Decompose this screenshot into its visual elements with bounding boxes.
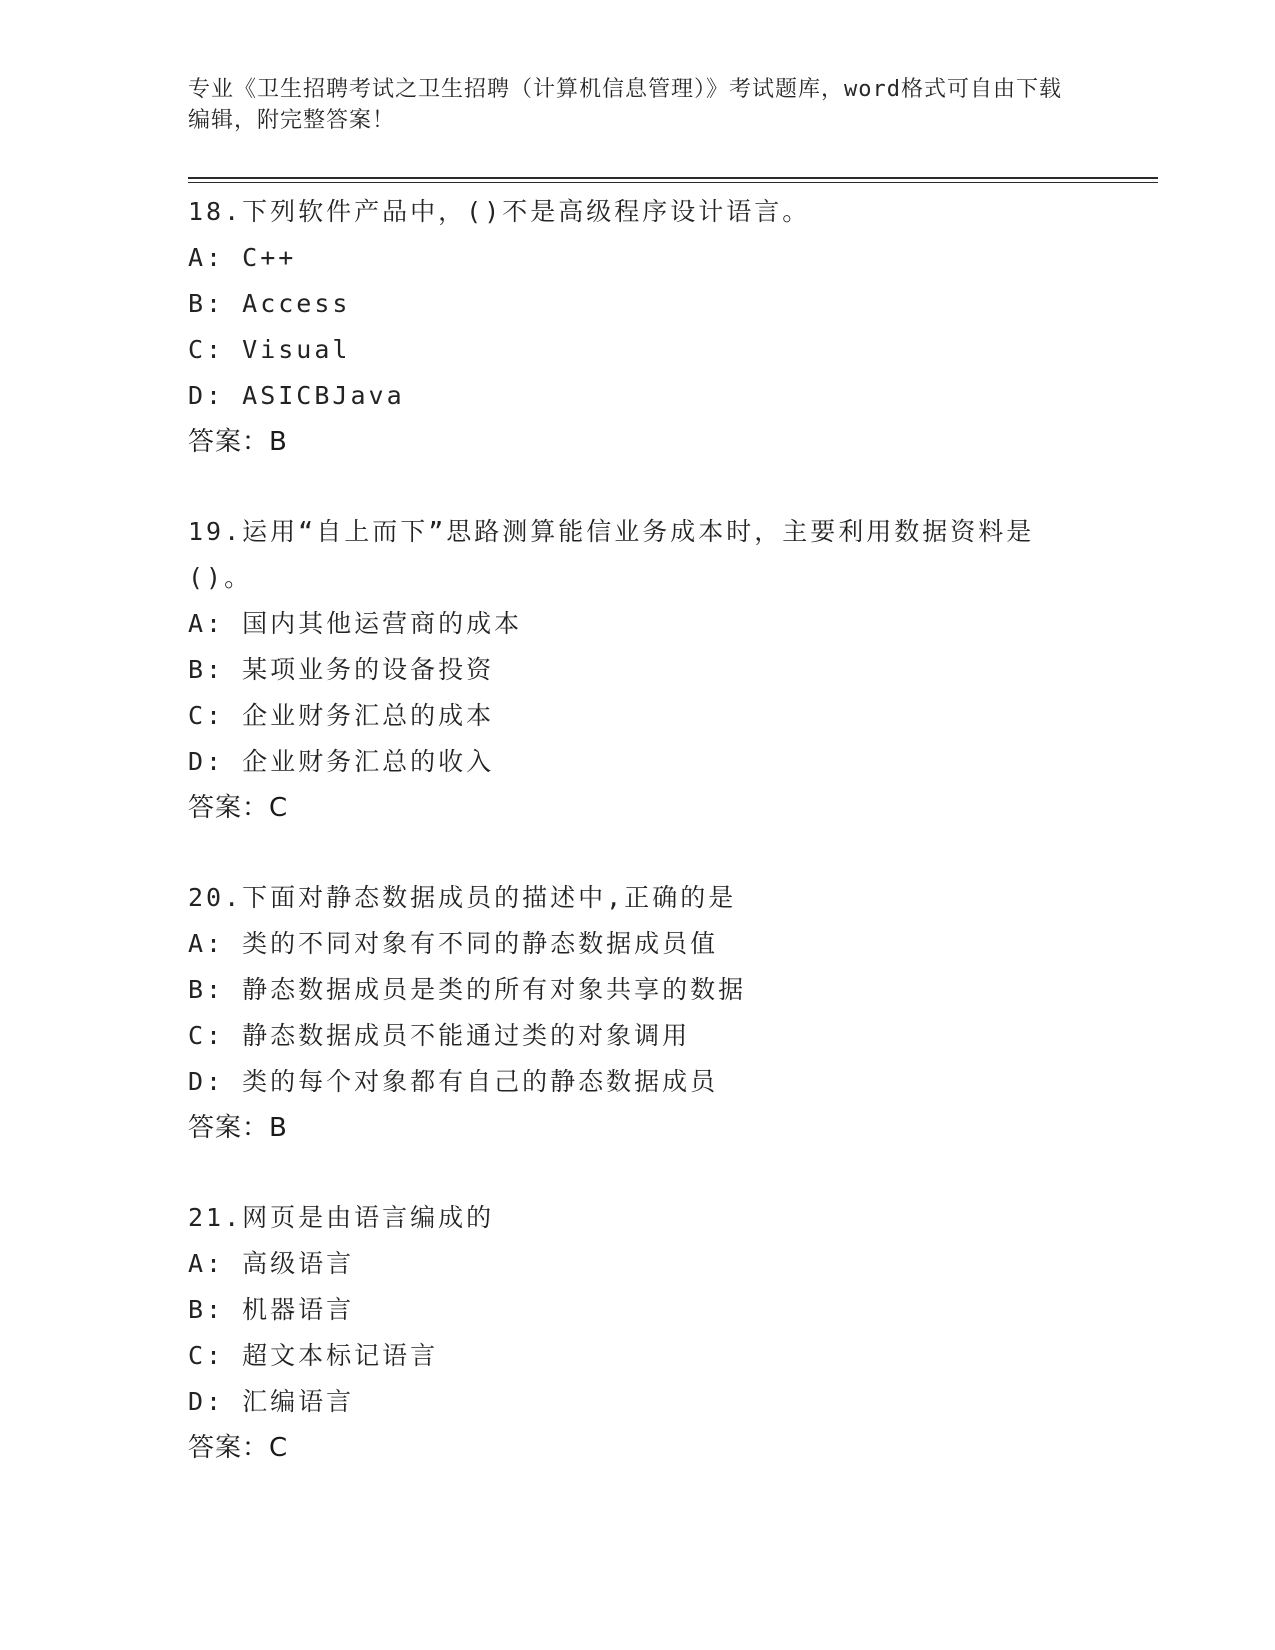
question-18 xyxy=(188,189,1088,465)
header-divider-thick xyxy=(188,177,1158,179)
option-d: D: 企业财务汇总的收入 xyxy=(188,747,495,776)
answer-line: 答案：C xyxy=(188,1433,289,1463)
option-d: D: 类的每个对象都有自己的静态数据成员 xyxy=(188,1067,719,1096)
answer-line: 答案：C xyxy=(188,793,289,823)
option-c: C: 企业财务汇总的成本 xyxy=(188,701,495,730)
option-b: B: 静态数据成员是类的所有对象共享的数据 xyxy=(188,975,747,1004)
option-b: B: 某项业务的设备投资 xyxy=(188,655,495,684)
question-stem: 18.下列软件产品中，()不是高级程序设计语言。 xyxy=(188,197,811,226)
option-c: C: 静态数据成员不能通过类的对象调用 xyxy=(188,1021,691,1050)
answer-line: 答案：B xyxy=(188,1113,288,1143)
option-d: D: 汇编语言 xyxy=(188,1387,355,1416)
question-20 xyxy=(188,875,1088,1151)
option-d: D: ASICBJava xyxy=(188,381,405,410)
question-21 xyxy=(188,1195,1088,1471)
option-b: B: Access xyxy=(188,289,351,318)
option-a: A: 国内其他运营商的成本 xyxy=(188,609,523,638)
option-a: A: 类的不同对象有不同的静态数据成员值 xyxy=(188,929,719,958)
option-a: A: C++ xyxy=(188,243,297,272)
document-intro: 专业《卫生招聘考试之卫生招聘（计算机信息管理）》考试题库，word格式可自由下载编辑，附完整答案！ xyxy=(188,77,1062,133)
question-19 xyxy=(188,509,1088,831)
answer-line: 答案：B xyxy=(188,427,288,457)
option-a: A: 高级语言 xyxy=(188,1249,355,1278)
option-b: B: 机器语言 xyxy=(188,1295,355,1324)
option-c: C: 超文本标记语言 xyxy=(188,1341,439,1370)
question-stem: 20.下面对静态数据成员的描述中,正确的是 xyxy=(188,883,737,912)
question-stem: 19.运用“自上而下”思路测算能信业务成本时，主要利用数据资料是()。 xyxy=(188,517,1035,592)
header-divider-thin xyxy=(188,182,1158,183)
question-stem: 21.网页是由语言编成的 xyxy=(188,1203,495,1232)
option-c: C: Visual xyxy=(188,335,351,364)
